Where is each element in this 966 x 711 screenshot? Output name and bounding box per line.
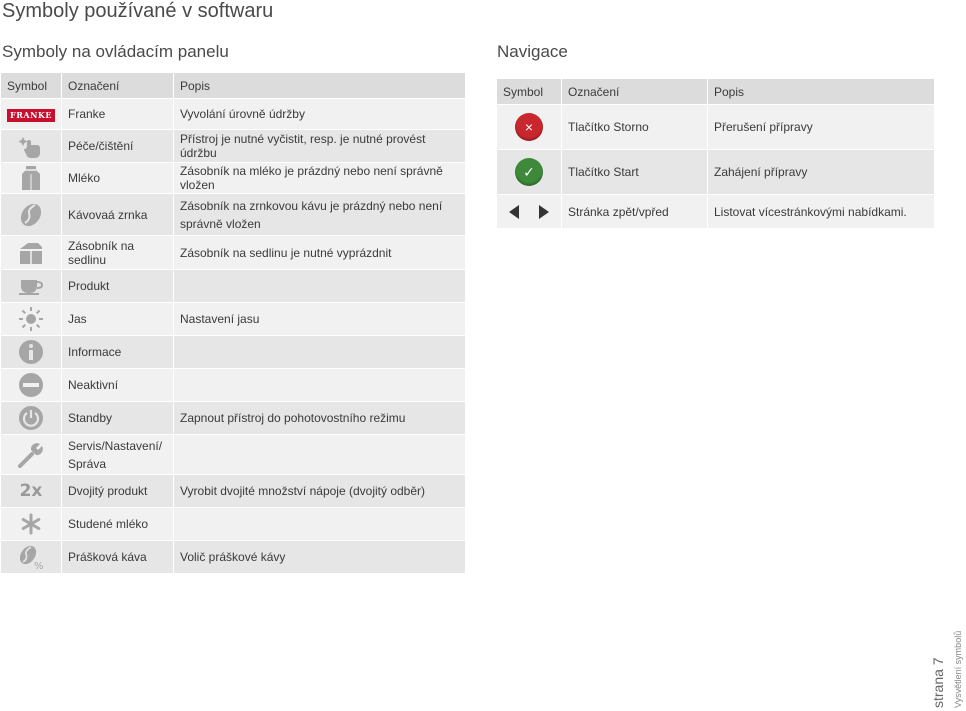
name-cell: Tlačítko Start bbox=[562, 150, 708, 195]
name-cell: Jas bbox=[62, 303, 174, 336]
coffee-bean-icon bbox=[17, 201, 45, 229]
table-row bbox=[1, 435, 466, 475]
header-name: Označení bbox=[562, 79, 708, 105]
symbol-cell bbox=[1, 402, 62, 435]
header-name: Označení bbox=[62, 73, 174, 99]
page-number: strana 7 bbox=[930, 657, 946, 708]
symbol-cell bbox=[1, 475, 62, 508]
desc-cell: Vyrobit dvojité množství nápoje (dvojitý odběr) bbox=[174, 475, 466, 508]
table-row bbox=[1, 541, 466, 574]
header-desc: Popis bbox=[708, 79, 935, 105]
grounds-container-icon bbox=[17, 239, 45, 267]
name-cell: Zásobník na sedlinu bbox=[62, 236, 174, 270]
desc-cell bbox=[174, 435, 466, 475]
desc-cell bbox=[174, 369, 466, 402]
table-row bbox=[1, 163, 466, 194]
inactive-icon bbox=[18, 372, 44, 398]
symbol-cell bbox=[1, 336, 62, 369]
desc-cell: Přerušení přípravy bbox=[708, 105, 935, 150]
info-icon bbox=[18, 339, 44, 365]
desc-cell: Nastavení jasu bbox=[174, 303, 466, 336]
desc-cell: Zásobník na mléko je prázdný nebo není správně vložen bbox=[174, 163, 466, 194]
desc-cell: Volič práškové kávy bbox=[174, 541, 466, 574]
navigation-title: Navigace bbox=[497, 42, 568, 61]
name-cell: Péče/čištění bbox=[62, 130, 174, 163]
header-symbol: Symbol bbox=[497, 79, 562, 105]
desc-cell: Listovat vícestránkovými nabídkami. bbox=[708, 195, 935, 229]
name-cell: Tlačítko Storno bbox=[562, 105, 708, 150]
franke-logo: FRANKE bbox=[7, 109, 55, 122]
symbol-cell bbox=[1, 130, 62, 163]
table-row bbox=[1, 270, 466, 303]
page-title: Symboly používané v softwaru bbox=[2, 0, 274, 22]
symbol-cell bbox=[1, 435, 62, 475]
symbol-cell bbox=[1, 163, 62, 194]
header-symbol: Symbol bbox=[1, 73, 62, 99]
prev-next-icon bbox=[507, 204, 551, 220]
name-cell: Produkt bbox=[62, 270, 174, 303]
name-cell: Dvojitý produkt bbox=[62, 475, 174, 508]
table-row bbox=[1, 369, 466, 402]
name-cell: Studené mléko bbox=[62, 508, 174, 541]
power-icon bbox=[18, 405, 44, 431]
table-header bbox=[1, 73, 466, 99]
desc-cell: Zásobník na zrnkovou kávu je prázdný nebo není správně vložen bbox=[174, 194, 466, 236]
care-cleaning-icon bbox=[17, 132, 45, 160]
table-row bbox=[1, 130, 466, 163]
name-cell: Servis/Nastavení/ Správa bbox=[62, 435, 174, 475]
footer-subtitle: Vysvětlení symbolů bbox=[953, 630, 963, 708]
name-cell: Kávovaá zrnka bbox=[62, 194, 174, 236]
cup-icon bbox=[17, 275, 45, 297]
desc-cell bbox=[174, 270, 466, 303]
control-panel-table bbox=[0, 72, 466, 574]
brightness-icon bbox=[17, 305, 45, 333]
navigation-table bbox=[496, 78, 935, 229]
name-cell: Stránka zpět/vpřed bbox=[562, 195, 708, 229]
desc-cell: Přístroj je nutné vyčistit, resp. je nutné provést údržbu bbox=[174, 130, 466, 163]
symbol-cell bbox=[1, 508, 62, 541]
table-row bbox=[497, 195, 935, 229]
table-row bbox=[1, 402, 466, 435]
desc-cell: Vyvolání úrovně údržby bbox=[174, 99, 466, 130]
double-icon: 2x bbox=[19, 481, 43, 501]
table-row bbox=[1, 236, 466, 270]
name-cell: Mléko bbox=[62, 163, 174, 194]
symbol-cell bbox=[1, 541, 62, 574]
desc-cell: Zásobník na sedlinu je nutné vyprázdnit bbox=[174, 236, 466, 270]
start-button-icon: ✓ bbox=[515, 158, 543, 186]
symbol-cell bbox=[1, 369, 62, 402]
symbol-cell bbox=[1, 236, 62, 270]
page-footer bbox=[930, 631, 966, 708]
name-cell: Informace bbox=[62, 336, 174, 369]
cancel-button-icon: × bbox=[515, 113, 543, 141]
table-row bbox=[497, 150, 935, 195]
name-cell: Franke bbox=[62, 99, 174, 130]
wrench-icon bbox=[17, 441, 45, 469]
symbol-cell bbox=[1, 194, 62, 236]
milk-icon bbox=[19, 164, 43, 192]
desc-cell: Zapnout přístroj do pohotovostního režimu bbox=[174, 402, 466, 435]
table-header bbox=[497, 79, 935, 105]
desc-cell: Zahájení přípravy bbox=[708, 150, 935, 195]
control-panel-title: Symboly na ovládacím panelu bbox=[2, 42, 229, 61]
name-cell: Neaktivní bbox=[62, 369, 174, 402]
name-cell: Prášková káva bbox=[62, 541, 174, 574]
symbol-cell bbox=[497, 105, 562, 150]
symbol-cell bbox=[1, 270, 62, 303]
header-desc: Popis bbox=[174, 73, 466, 99]
svg-text:%: % bbox=[34, 561, 44, 572]
desc-cell bbox=[174, 336, 466, 369]
desc-cell bbox=[174, 508, 466, 541]
symbol-cell bbox=[497, 150, 562, 195]
table-row bbox=[1, 508, 466, 541]
table-row bbox=[1, 194, 466, 236]
snowflake-icon bbox=[20, 513, 42, 535]
powder-coffee-icon bbox=[17, 544, 45, 570]
name-cell: Standby bbox=[62, 402, 174, 435]
table-row bbox=[1, 99, 466, 130]
table-row bbox=[1, 475, 466, 508]
table-row bbox=[1, 336, 466, 369]
table-row bbox=[497, 105, 935, 150]
symbol-cell bbox=[497, 195, 562, 229]
symbol-cell bbox=[1, 303, 62, 336]
table-row bbox=[1, 303, 466, 336]
symbol-cell bbox=[1, 99, 62, 130]
